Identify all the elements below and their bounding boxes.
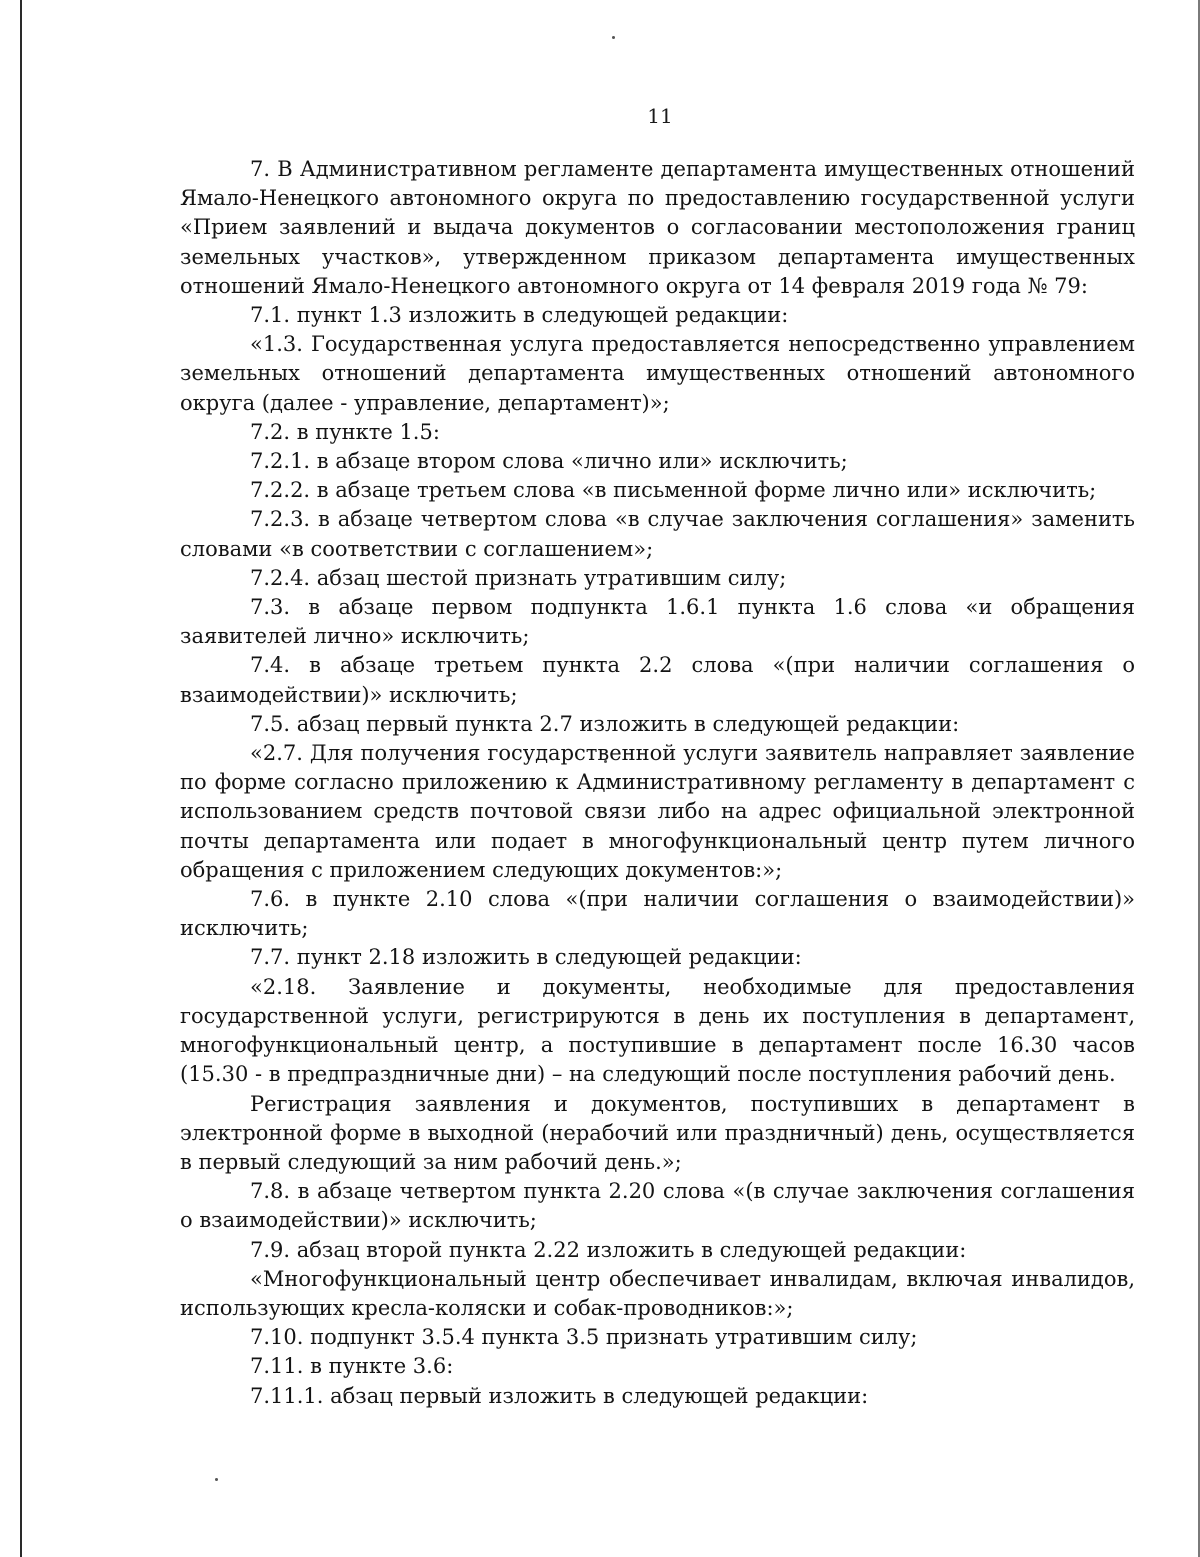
paragraph: «1.3. Государственная услуга предоставляется непосредственно управлением земельных отношений департамента имущественных отношений автономного округа (далее - управление, департамент)»;: [180, 332, 1135, 415]
paragraph: «Многофункциональный центр обеспечивает инвалидам, включая инвалидов, использующих кресла-коляски и собак-проводников:»;: [180, 1266, 1135, 1320]
paragraph: 7.4. в абзаце третьем пункта 2.2 слова «(при наличии соглашения о взаимодействии)» исключить;: [180, 653, 1135, 707]
paragraph: 7.9. абзац второй пункта 2.22 изложить в следующей редакции:: [250, 1237, 967, 1262]
paragraph: Регистрация заявления и документов, поступивших в департамент в электронной форме в выходной (нерабочий или праздничный) день, осуществляется в первый следующий за ним рабочий день.»;: [180, 1091, 1135, 1174]
scan-left-edge: [20, 0, 22, 1557]
paragraph: «2.18. Заявление и документы, необходимые для предоставления государственной услуги, регистрируются в день их поступления в департамент, многофункциональный центр, а поступившие в департамент после 16.30 часов (15.30 - в предпраздничные дни) – на следующий после поступления рабочий день.: [180, 974, 1135, 1087]
paragraph: 7.3. в абзаце первом подпункта 1.6.1 пункта 1.6 слова «и обращения заявителей лично» исключить;: [180, 595, 1135, 649]
paragraph: 7.2.3. в абзаце четвертом слова «в случае заключения соглашения» заменить словами «в соответствии с соглашением»;: [180, 507, 1135, 561]
paragraph: 7.11. в пункте 3.6:: [250, 1354, 454, 1379]
paragraph: 7.7. пункт 2.18 изложить в следующей редакции:: [250, 945, 802, 970]
paragraph: 7.2.4. абзац шестой признать утратившим силу;: [250, 565, 787, 590]
paragraph: 7. В Административном регламенте департамента имущественных отношений Ямало-Ненецкого автономного округа по предоставлению государственной услуги «Прием заявлений и выдача документов о согласовании местоположения границ земельных участков», утвержденном приказом департамента имущественных отношений Ямало-Ненецкого автономного округа от 14 февраля 2019 года № 79:: [180, 157, 1135, 298]
page-number: 11: [647, 104, 673, 128]
paragraph: «2.7. Для получения государственной услуги заявитель направляет заявление по форме согласно приложению к Административному регламенту в департамент с использованием средств почтовой связи либо на адрес официальной электронной почты департамента или подает в многофункциональный центр путем личного обращения с приложением следующих документов:»;: [180, 741, 1135, 882]
paragraph: 7.11.1. абзац первый изложить в следующей редакции:: [250, 1383, 869, 1408]
document-body: [180, 155, 1135, 1411]
scan-speck: [612, 36, 615, 39]
paragraph: 7.2.2. в абзаце третьем слова «в письменной форме лично или» исключить;: [250, 478, 1097, 503]
paragraph: 7.1. пункт 1.3 изложить в следующей редакции:: [250, 303, 789, 328]
paragraph: 7.5. абзац первый пункта 2.7 изложить в следующей редакции:: [250, 711, 960, 736]
paragraph: 7.6. в пункте 2.10 слова «(при наличии соглашения о взаимодействии)» исключить;: [180, 887, 1135, 941]
paragraph: 7.2. в пункте 1.5:: [250, 419, 440, 444]
paragraph: 7.10. подпункт 3.5.4 пункта 3.5 признать утратившим силу;: [250, 1325, 918, 1350]
scan-speck: [215, 1478, 218, 1481]
paragraph: 7.8. в абзаце четвертом пункта 2.20 слова «(в случае заключения соглашения о взаимодействии)» исключить;: [180, 1179, 1135, 1233]
paragraph: 7.2.1. в абзаце втором слова «лично или» исключить;: [250, 449, 848, 474]
